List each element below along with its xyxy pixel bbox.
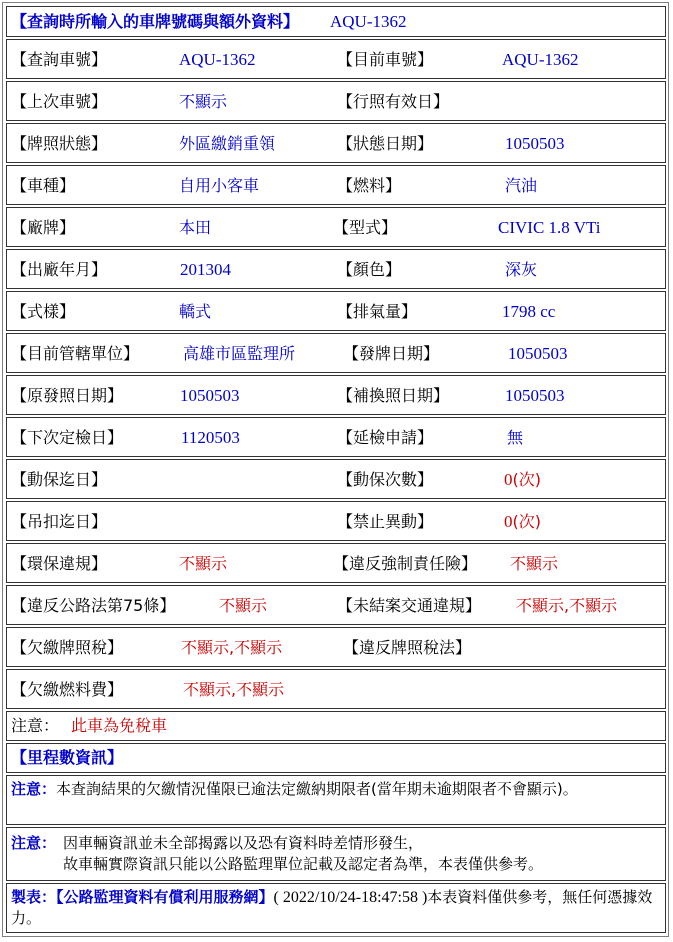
header-plate: AQU-1362 — [330, 12, 407, 31]
field-value: 高雄市區監理所 — [183, 344, 296, 363]
field-label: 【型式】 — [333, 218, 398, 237]
field-row — [6, 123, 666, 163]
field-label: 【違反公路法第75條】 — [11, 596, 176, 615]
notice-label: 注意： — [11, 834, 57, 852]
field-value: 1050503 — [505, 386, 565, 405]
field-value: 汽油 — [505, 176, 538, 195]
field-row — [6, 543, 666, 583]
mileage-title: 【里程數資訊】 — [11, 748, 124, 767]
footer-timestamp: ( 2022/10/24-18:47:58 ) — [273, 889, 428, 906]
field-value: 轎式 — [179, 302, 212, 321]
field-label: 【行照有效日】 — [337, 92, 450, 111]
field-row — [6, 249, 666, 289]
field-value: 1050503 — [180, 386, 240, 405]
footer-text: 本表資料僅供參考，無任何憑據效力。 — [11, 888, 653, 927]
field-label: 【吊扣迄日】 — [11, 512, 108, 531]
field-label: 【目前車號】 — [337, 50, 434, 69]
field-label: 【式樣】 — [11, 302, 76, 321]
field-label: 【狀態日期】 — [337, 134, 434, 153]
field-label: 【欠繳燃料費】 — [11, 680, 124, 699]
field-value — [504, 470, 541, 490]
field-label: 【牌照狀態】 — [11, 134, 108, 153]
field-value: 不顯示,不顯示 — [183, 680, 285, 699]
report-footer — [6, 883, 666, 933]
disclaimer-notice — [6, 827, 666, 881]
field-value: 1798 cc — [502, 302, 556, 321]
field-row — [6, 165, 666, 205]
notice-text: 本查詢結果的欠繳情況僅限已逾法定繳納期限者(當年期未逾期限者不會顯示)。 — [56, 780, 578, 798]
footer-label: 製表： — [11, 888, 57, 906]
arrears-notice — [6, 775, 666, 825]
field-value: 1120503 — [181, 428, 240, 447]
field-label: 【動保次數】 — [337, 470, 434, 489]
field-value: 本田 — [179, 218, 212, 237]
field-label: 【延檢申請】 — [337, 428, 434, 447]
field-value: 不顯示 — [510, 554, 559, 573]
notice-label: 注意： — [11, 780, 57, 798]
field-value: 不顯示 — [179, 92, 228, 111]
field-label: 【顏色】 — [337, 260, 402, 279]
field-row — [6, 627, 666, 667]
field-label: 【廠牌】 — [11, 218, 76, 237]
field-row — [6, 291, 666, 331]
field-value: 無 — [507, 428, 524, 447]
field-value — [504, 512, 541, 532]
field-value: 201304 — [180, 260, 231, 279]
field-label: 【環保違規】 — [11, 554, 108, 573]
notice-text: 此車為免稅車 — [71, 716, 168, 735]
field-label: 【欠繳牌照稅】 — [11, 638, 124, 657]
field-row — [6, 333, 666, 373]
field-row — [6, 669, 666, 709]
count-unit: (次) — [512, 512, 541, 531]
field-label: 【未結案交通違規】 — [337, 596, 482, 615]
field-value: 不顯示 — [179, 554, 228, 573]
field-label: 【動保迄日】 — [11, 470, 108, 489]
header-row — [6, 6, 666, 37]
footer-source: 【公路監理資料有償利用服務網】 — [56, 888, 274, 906]
field-value: 外區繳銷重領 — [179, 134, 276, 153]
field-label: 【排氣量】 — [337, 302, 418, 321]
tax-exempt-notice — [6, 711, 666, 741]
field-value: 深灰 — [505, 260, 538, 279]
field-label: 【違反強制責任險】 — [333, 554, 478, 573]
notice-label: 注意： — [11, 716, 60, 735]
field-label: 【禁止異動】 — [337, 512, 434, 531]
field-label: 【原發照日期】 — [11, 386, 124, 405]
field-label: 【補換照日期】 — [337, 386, 450, 405]
field-label: 【違反牌照稅法】 — [343, 638, 472, 657]
field-row — [6, 207, 666, 247]
field-row — [6, 585, 666, 625]
notice-line: 因車輛資訊並未全部揭露以及恐有資料時差情形發生， — [63, 834, 424, 852]
field-label: 【出廠年月】 — [11, 260, 108, 279]
field-row — [6, 459, 666, 499]
field-label: 【查詢車號】 — [11, 50, 108, 69]
count-number: 0 — [504, 512, 513, 531]
field-label: 【燃料】 — [337, 176, 402, 195]
field-row — [6, 417, 666, 457]
field-value: AQU-1362 — [179, 50, 256, 69]
field-value: 不顯示,不顯示 — [181, 638, 283, 657]
notice-line: 故車輛實際資訊只能以公路監理單位記載及認定者為準，本表僅供參考。 — [63, 855, 544, 873]
field-row — [6, 81, 666, 121]
count-number: 0 — [504, 470, 513, 489]
field-row — [6, 39, 666, 79]
field-value: 1050503 — [505, 134, 565, 153]
field-value: 不顯示 — [219, 596, 268, 615]
field-value: AQU-1362 — [502, 50, 579, 69]
mileage-section — [6, 743, 666, 773]
field-label: 【上次車號】 — [11, 92, 108, 111]
header-title: 【查詢時所輸入的車牌號碼與額外資料】 — [11, 12, 300, 31]
field-label: 【發牌日期】 — [343, 344, 440, 363]
field-row — [6, 375, 666, 415]
field-value: CIVIC 1.8 VTi — [498, 218, 601, 237]
field-label: 【目前管轄單位】 — [11, 344, 140, 363]
field-value: 不顯示,不顯示 — [516, 596, 618, 615]
field-label: 【車種】 — [11, 176, 76, 195]
field-value: 自用小客車 — [179, 176, 260, 195]
count-unit: (次) — [512, 470, 541, 489]
field-value: 1050503 — [508, 344, 568, 363]
field-label: 【下次定檢日】 — [11, 428, 124, 447]
field-row — [6, 501, 666, 541]
